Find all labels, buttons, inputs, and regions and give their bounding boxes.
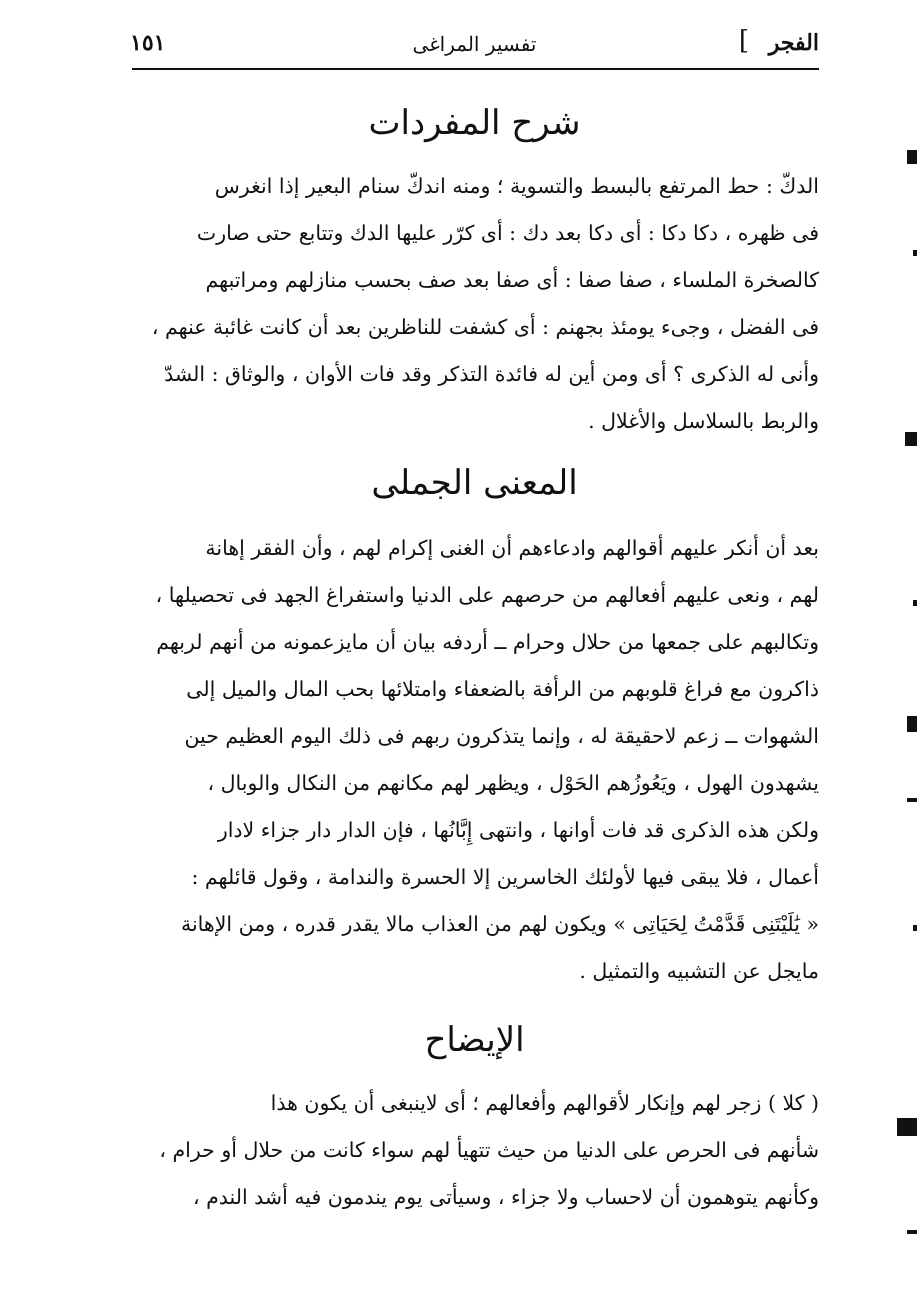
section-heading-vocabulary: شرح المفردات bbox=[368, 103, 581, 143]
text-line: ( كلا ) زجر لهم وإنكار لأقوالهم وأفعالهم ؛ أى لاينبغى أن يكون هذا bbox=[270, 1091, 819, 1115]
text-line: بعد أن أنكر عليهم أقوالهم وادعاءهم أن الغنى إكرام لهم ، وأن الفقر إهانة bbox=[205, 536, 819, 560]
header-rule bbox=[132, 68, 819, 70]
scan-edge-marks bbox=[899, 0, 919, 1307]
section-body-explanation bbox=[130, 1080, 819, 1221]
section-body-vocabulary bbox=[130, 163, 819, 445]
scan-speck bbox=[907, 1230, 917, 1234]
text-line: الدكّ : حط المرتفع بالبسط والتسوية ؛ ومنه اندكّ سنام البعير إذا انغرس bbox=[214, 174, 819, 198]
scan-speck bbox=[913, 925, 917, 931]
scan-speck bbox=[905, 432, 917, 446]
scan-speck bbox=[907, 798, 917, 802]
text-line: وتكالبهم على جمعها من حلال وحرام ــ أردفه بيان أن مايزعمونه من أنهم لربهم bbox=[156, 630, 819, 654]
scan-speck bbox=[907, 150, 917, 164]
scan-speck bbox=[913, 600, 917, 606]
text-line: الشهوات ــ زعم لاحقيقة له ، وإنما يتذكرون ربهم فى ذلك اليوم العظيم حين bbox=[184, 724, 819, 748]
scan-speck bbox=[913, 250, 917, 256]
chapter-name: الفجر bbox=[768, 30, 819, 56]
text-line: وكأنهم يتوهمون أن لاحساب ولا جزاء ، وسيأتى يوم يندمون فيه أشد الندم ، bbox=[192, 1185, 819, 1209]
text-line: ولكن هذه الذكرى قد فات أوانها ، وانتهى إِبَّانُها ، فإن الدار دار جزاء لادار bbox=[217, 818, 819, 842]
text-line: « يَٰلَيْتَنِى قَدَّمْتُ لِحَيَاتِى » ويكون لهم من العذاب مالا يقدر قدره ، ومن الإهانة bbox=[180, 912, 819, 936]
text-line: ذاكرون مع فراغ قلوبهم من الرأفة بالضعفاء وامتلائها بحب المال والميل إلى bbox=[186, 677, 819, 701]
text-line: وأنى له الذكرى ؟ أى ومن أين له فائدة التذكر وقد فات الأوان ، والوثاق : الشدّ bbox=[164, 362, 819, 386]
scan-speck bbox=[897, 1118, 917, 1136]
book-title: تفسير المراغى bbox=[412, 32, 537, 56]
section-body-overall-meaning bbox=[130, 525, 819, 995]
text-line: فى الفضل ، وجىء يومئذ بجهنم : أى كشفت للناظرين بعد أن كانت غائبة عنهم ، bbox=[151, 315, 819, 339]
text-line: أعمال ، فلا يبقى فيها لأولئك الخاسرين إلا الحسرة والندامة ، وقول قائلهم : bbox=[191, 865, 819, 889]
scan-speck bbox=[907, 716, 917, 732]
text-line: لهم ، ونعى عليهم أفعالهم من حرصهم على الدنيا واستفراغ الجهد فى تحصيلها ، bbox=[155, 583, 819, 607]
text-line: شأنهم فى الحرص على الدنيا من حيث تتهيأ لهم سواء كانت من حلال أو حرام ، bbox=[159, 1138, 819, 1162]
section-heading-overall-meaning: المعنى الجملى bbox=[371, 463, 578, 503]
text-line: كالصخرة الملساء ، صفا صفا : أى صفا بعد صف بحسب منازلهم ومراتبهم bbox=[205, 268, 819, 292]
page-number: ١٥١ bbox=[130, 30, 166, 56]
header-bracket: ] bbox=[738, 26, 749, 56]
section-heading-explanation: الإيضاح bbox=[424, 1020, 525, 1060]
running-header bbox=[130, 26, 819, 66]
text-line: مايجل عن التشبيه والتمثيل . bbox=[579, 959, 819, 983]
text-line: والربط بالسلاسل والأغلال . bbox=[588, 409, 819, 433]
text-line: يشهدون الهول ، ويَعُوزُهم الحَوْل ، ويظهر لهم مكانهم من النكال والوبال ، bbox=[207, 771, 819, 795]
text-line: فى ظهره ، دكا دكا : أى دكا بعد دك : أى كرّر عليها الدك وتتابع حتى صارت bbox=[196, 221, 819, 245]
